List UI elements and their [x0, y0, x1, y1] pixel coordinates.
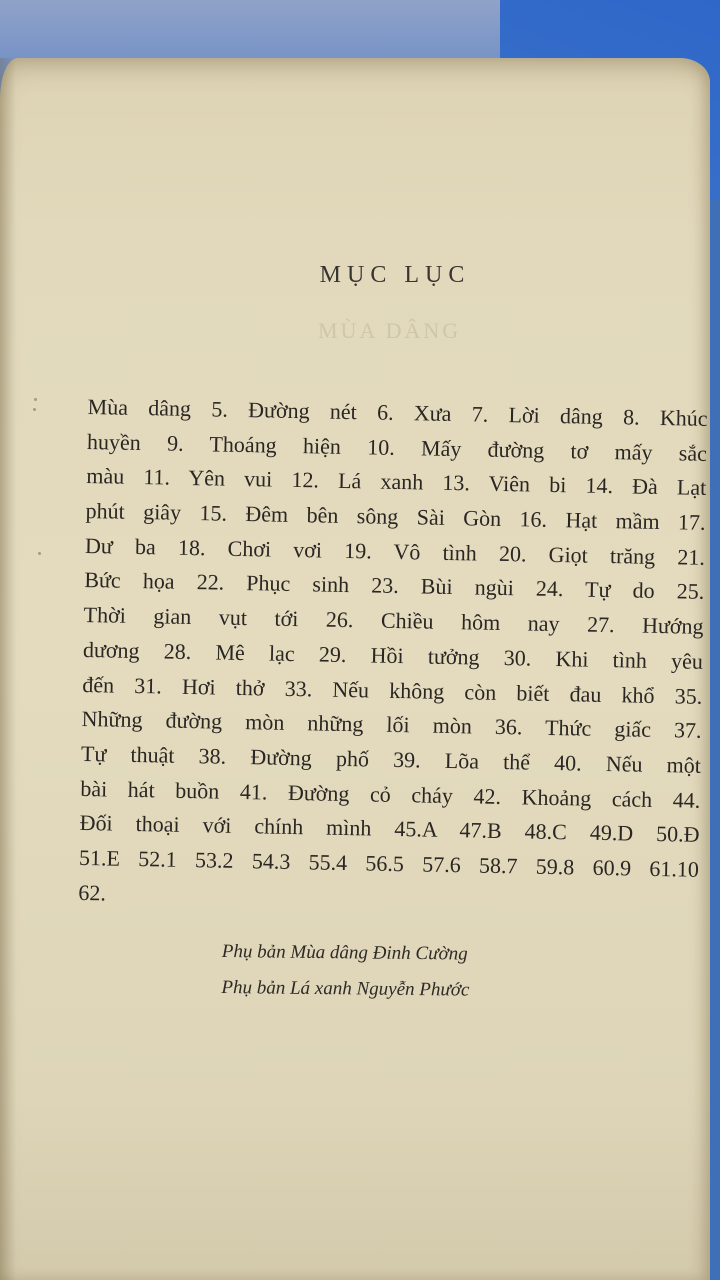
page-title: MỤC LỤC: [319, 262, 471, 288]
toc-line: màu 11. Yên vui 12. Lá xanh 13. Viên bi 14. Đà Lạt: [86, 463, 707, 501]
toc-line: Dư ba 18. Chơi vơi 19. Vô tình 20. Giọt trăng 21.: [84, 532, 706, 570]
credit-line: Phụ bản Lá xanh Nguyễn Phước: [221, 976, 470, 1001]
page-gutter-shadow: [0, 58, 16, 1280]
illustration-credits: [221, 934, 622, 1010]
table-of-contents: [78, 390, 708, 922]
toc-line: phút giây 15. Đêm bên sông Sài Gòn 16. Hạt mầm 17.: [85, 498, 706, 535]
toc-line: bài hát buồn 41. Đường cỏ cháy 42. Khoảng cách 44.: [80, 775, 701, 813]
toc-line: huyền 9. Thoáng hiện 10. Mấy đường tơ mấy sắc: [86, 428, 708, 466]
show-through-text: MÙA DÂNG: [318, 318, 462, 343]
toc-line: Tự thuật 38. Đường phố 39. Lõa thể 40. Nếu một: [80, 740, 702, 778]
toc-line: Thời gian vụt tới 26. Chiều hôm nay 27. Hướng: [83, 602, 704, 639]
paper-speck: [34, 398, 37, 401]
credit-line: Phụ bản Mùa dâng Đinh Cường: [221, 940, 468, 965]
paper-speck: [33, 408, 36, 411]
toc-line: Những đường mòn những lối mòn 36. Thức giấc 37.: [81, 706, 702, 744]
toc-line: Đối thoại với chính mình 45.A 47.B 48.C 49.D 50.Đ: [79, 810, 700, 848]
toc-line: 62.: [78, 879, 107, 906]
toc-line: Bức họa 22. Phục sinh 23. Bùi ngùi 24. Tự do 25.: [84, 567, 705, 605]
toc-line: dương 28. Mê lạc 29. Hồi tưởng 30. Khi tình yêu: [82, 636, 704, 674]
toc-line: 51.E 52.1 53.2 54.3 55.4 56.5 57.6 58.7 59.8 60.9 61.10: [78, 844, 700, 882]
paper-speck: [38, 552, 41, 555]
toc-line: đến 31. Hơi thở 33. Nếu không còn biết đau khổ 35.: [82, 671, 703, 709]
toc-line: Mùa dâng 5. Đường nét 6. Xưa 7. Lời dâng 8. Khúc: [87, 393, 708, 431]
